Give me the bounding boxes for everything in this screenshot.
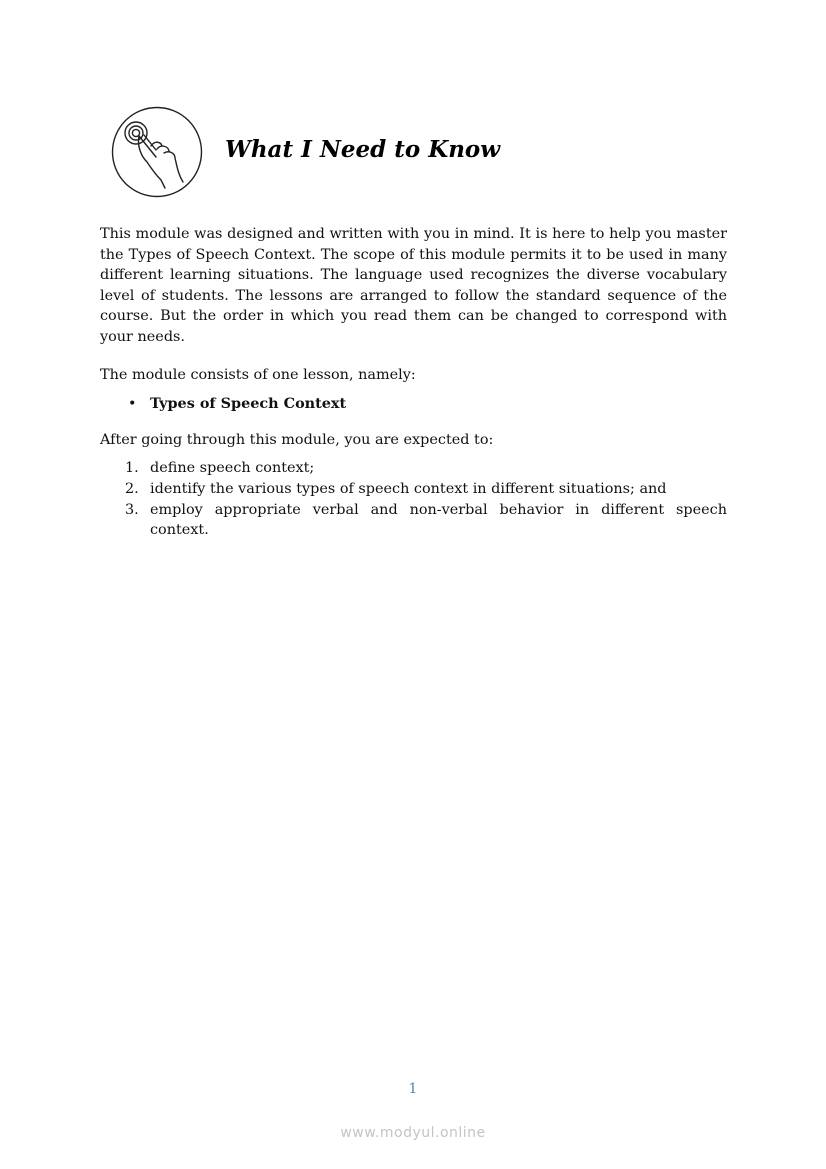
bullet-icon: • <box>128 396 137 413</box>
objective-text: identify the various types of speech context in different situations; and <box>150 480 667 497</box>
objectives-list <box>100 458 727 540</box>
intro-line: level of students. The lessons are arranged to follow the standard sequence of the <box>100 287 727 304</box>
tap-hand-icon <box>111 106 203 198</box>
objective-item <box>100 458 727 479</box>
intro-line: This module was designed and written with you in mind. It is here to help you master <box>100 226 727 242</box>
objective-item <box>100 500 727 541</box>
objective-number: 3. <box>125 501 139 518</box>
lessons-intro: The module consists of one lesson, namely: <box>100 366 416 383</box>
intro-line: the Types of Speech Context. The scope of this module permits it to be used in many <box>100 246 727 263</box>
module-content <box>100 224 727 541</box>
objective-item <box>100 479 727 500</box>
lesson-list <box>100 394 727 415</box>
lesson-title: Types of Speech Context <box>150 395 347 413</box>
page-number: 1 <box>408 1081 418 1097</box>
watermark: www.modyul.online <box>340 1125 486 1141</box>
intro-line: different learning situations. The language used recognizes the diverse vocabulary <box>100 267 727 284</box>
intro-paragraph <box>100 224 727 348</box>
objective-text: employ appropriate verbal and non-verbal behavior in different speech context. <box>150 501 727 539</box>
objectives-intro: After going through this module, you are expected to: <box>100 431 494 448</box>
intro-line: your needs. <box>100 328 185 345</box>
objective-number: 1. <box>125 460 139 477</box>
page-title: What I Need to Know <box>225 136 501 163</box>
intro-line: course. But the order in which you read them can be changed to correspond with <box>100 308 727 325</box>
lesson-item <box>128 394 727 415</box>
objective-text: define speech context; <box>150 460 315 477</box>
objective-number: 2. <box>125 480 139 497</box>
